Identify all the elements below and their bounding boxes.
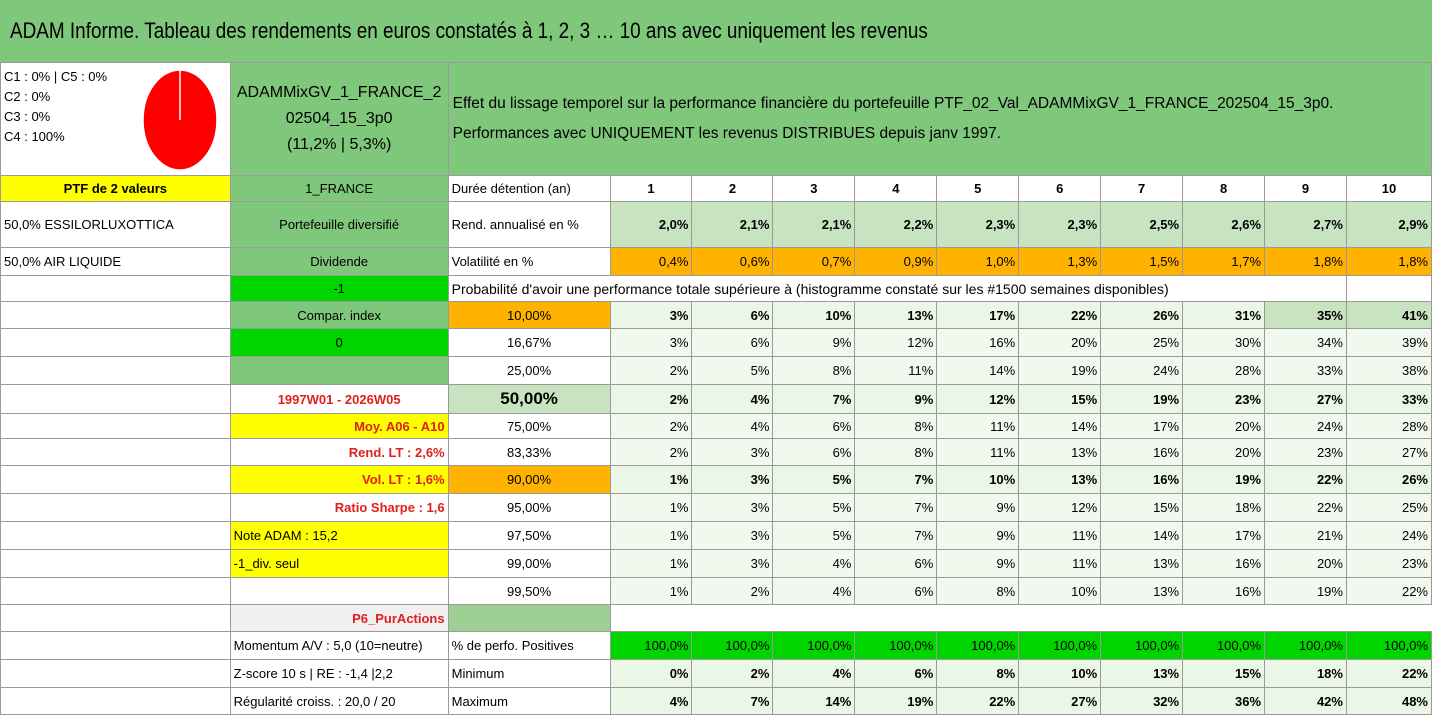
maximum-value: 36% (1183, 688, 1265, 715)
minimum-label: Minimum (448, 660, 610, 688)
allocation-pie-chart (142, 66, 222, 176)
prob-threshold: 83,33% (448, 439, 610, 466)
prob-value: 5% (773, 494, 855, 522)
div-seul-label: -1_div. seul (230, 550, 448, 578)
prob-threshold: 25,00% (448, 357, 610, 385)
ptf-count-label: PTF de 2 valeurs (1, 176, 231, 202)
empty-cell (1, 550, 231, 578)
maximum-value: 19% (855, 688, 937, 715)
maximum-value: 27% (1019, 688, 1101, 715)
regularite-label: Régularité croiss. : 20,0 / 20 (230, 688, 448, 715)
prob-value: 4% (692, 414, 773, 439)
prob-value: 6% (692, 329, 773, 357)
prob-value: 1% (610, 494, 692, 522)
prob-value: 8% (855, 439, 937, 466)
prob-value: 20% (1265, 550, 1347, 578)
prob-value: 6% (855, 578, 937, 605)
rend-value: 2,7% (1265, 202, 1347, 248)
rend-value: 2,0% (610, 202, 692, 248)
prob-value: 28% (1183, 357, 1265, 385)
prob-value: 23% (1183, 385, 1265, 414)
rend-value: 2,5% (1101, 202, 1183, 248)
vol-value: 1,5% (1101, 248, 1183, 276)
maximum-value: 7% (692, 688, 773, 715)
prob-value: 12% (1019, 494, 1101, 522)
empty-cell (1, 385, 231, 414)
year-header-6: 6 (1019, 176, 1101, 202)
vol-value: 1,0% (937, 248, 1019, 276)
empty-cell (1, 276, 231, 302)
empty-cell (1346, 276, 1431, 302)
diversified-label: Portefeuille diversifié (230, 202, 448, 248)
empty-cell (1, 329, 231, 357)
prob-value: 20% (1183, 439, 1265, 466)
prob-value: 8% (773, 357, 855, 385)
empty-cell (1, 414, 231, 439)
minimum-value: 13% (1101, 660, 1183, 688)
duration-header: Durée détention (an) (448, 176, 610, 202)
maximum-value: 42% (1265, 688, 1347, 715)
prob-value: 24% (1265, 414, 1347, 439)
prob-value: 41% (1346, 302, 1431, 329)
prob-value: 17% (937, 302, 1019, 329)
positives-value: 100,0% (1101, 632, 1183, 660)
prob-threshold: 16,67% (448, 329, 610, 357)
maximum-value: 14% (773, 688, 855, 715)
positives-label: % de perfo. Positives (448, 632, 610, 660)
minimum-value: 6% (855, 660, 937, 688)
prob-value: 11% (1019, 550, 1101, 578)
portfolio-name-cell (230, 63, 448, 176)
prob-value: 22% (1019, 302, 1101, 329)
minimum-value: 10% (1019, 660, 1101, 688)
vol-value: 1,8% (1265, 248, 1347, 276)
legend-line-2: C2 : 0% (4, 89, 51, 104)
prob-value: 2% (610, 439, 692, 466)
prob-value: 10% (937, 466, 1019, 494)
prob-value: 3% (692, 494, 773, 522)
description-line-2: Performances avec UNIQUEMENT les revenus DISTRIBUES depuis janv 1997. (452, 125, 1002, 142)
maximum-label: Maximum (448, 688, 610, 715)
prob-value: 22% (1265, 494, 1347, 522)
empty-cell (1, 660, 231, 688)
prob-value: 19% (1019, 357, 1101, 385)
prob-value: 22% (1346, 578, 1431, 605)
prob-value: 13% (855, 302, 937, 329)
prob-threshold: 95,00% (448, 494, 610, 522)
year-header-9: 9 (1265, 176, 1347, 202)
prob-threshold: 75,00% (448, 414, 610, 439)
vol-value: 1,8% (1346, 248, 1431, 276)
prob-value: 1% (610, 522, 692, 550)
prob-value: 3% (610, 302, 692, 329)
prob-value: 20% (1019, 329, 1101, 357)
proba-label: Probabilité d'avoir une performance totale supérieure à (histogramme constaté sur les #1500 semaines disponibles) (448, 276, 1346, 302)
moy-label: Moy. A06 - A10 (230, 414, 448, 439)
prob-value: 27% (1265, 385, 1347, 414)
prob-value: 31% (1183, 302, 1265, 329)
description-line-1: Effet du lissage temporel sur la performance financière du portefeuille PTF_02_Val_ADAMMixGV_1_FRANCE_202504_15_3p0. (452, 95, 1334, 112)
portfolio-name-line-1: ADAMMixGV_1_FRANCE_2 (236, 84, 442, 101)
empty-cell (1, 302, 231, 329)
note-adam-label: Note ADAM : 15,2 (230, 522, 448, 550)
prob-value: 4% (773, 550, 855, 578)
positives-value: 100,0% (937, 632, 1019, 660)
empty-cell (1, 439, 231, 466)
vol-lt-label: Vol. LT : 1,6% (230, 466, 448, 494)
legend-line-3: C3 : 0% (4, 109, 51, 124)
maximum-value: 4% (610, 688, 692, 715)
prob-value: 11% (937, 439, 1019, 466)
prob-value: 5% (692, 357, 773, 385)
prob-value: 39% (1346, 329, 1431, 357)
positives-value: 100,0% (855, 632, 937, 660)
prob-value: 34% (1265, 329, 1347, 357)
prob-value: 13% (1019, 466, 1101, 494)
portfolio-ratios: (11,2% | 5,3%) (286, 136, 392, 153)
vol-value: 0,9% (855, 248, 937, 276)
p6-label: P6_PurActions (230, 605, 448, 632)
prob-value: 11% (855, 357, 937, 385)
prob-threshold: 10,00% (448, 302, 610, 329)
empty-cell (1, 632, 231, 660)
prob-value: 7% (855, 522, 937, 550)
legend-line-1: C1 : 0% | C5 : 0% (4, 69, 108, 84)
empty-cell (1, 578, 231, 605)
legend-line-4: C4 : 100% (4, 129, 65, 144)
prob-value: 1% (610, 578, 692, 605)
prob-value: 1% (610, 466, 692, 494)
rend-value: 2,3% (1019, 202, 1101, 248)
minimum-value: 22% (1346, 660, 1431, 688)
sharpe-label: Ratio Sharpe : 1,6 (230, 494, 448, 522)
prob-value: 16% (1183, 578, 1265, 605)
prob-value: 25% (1101, 329, 1183, 357)
prob-value: 33% (1265, 357, 1347, 385)
year-header-8: 8 (1183, 176, 1265, 202)
vol-label: Volatilité en % (448, 248, 610, 276)
prob-threshold: 90,00% (448, 466, 610, 494)
rend-value: 2,2% (855, 202, 937, 248)
period-label: 1997W01 - 2026W05 (230, 385, 448, 414)
prob-value: 2% (610, 414, 692, 439)
year-header-1: 1 (610, 176, 692, 202)
vol-value: 1,3% (1019, 248, 1101, 276)
year-header-10: 10 (1346, 176, 1431, 202)
prob-value: 9% (937, 522, 1019, 550)
prob-value: 9% (855, 385, 937, 414)
prob-value: 9% (937, 550, 1019, 578)
minimum-value: 2% (692, 660, 773, 688)
prob-value: 16% (1101, 439, 1183, 466)
prob-value: 5% (773, 522, 855, 550)
prob-value: 3% (692, 466, 773, 494)
prob-value: 27% (1346, 439, 1431, 466)
rend-value: 2,1% (692, 202, 773, 248)
empty-green-cell (448, 605, 610, 632)
prob-value: 6% (773, 439, 855, 466)
minimum-value: 8% (937, 660, 1019, 688)
prob-value: 19% (1183, 466, 1265, 494)
positives-value: 100,0% (1346, 632, 1431, 660)
rend-value: 2,6% (1183, 202, 1265, 248)
prob-value: 13% (1101, 578, 1183, 605)
prob-value: 38% (1346, 357, 1431, 385)
prob-value: 26% (1346, 466, 1431, 494)
empty-cell (610, 605, 1431, 632)
prob-value: 14% (1101, 522, 1183, 550)
maximum-value: 22% (937, 688, 1019, 715)
prob-value: 17% (1183, 522, 1265, 550)
empty-cell (1, 688, 231, 715)
prob-value: 7% (855, 466, 937, 494)
year-header-2: 2 (692, 176, 773, 202)
prob-value: 24% (1101, 357, 1183, 385)
description-cell (448, 63, 1431, 176)
prob-value: 16% (1183, 550, 1265, 578)
prob-value: 24% (1346, 522, 1431, 550)
prob-value: 23% (1346, 550, 1431, 578)
report-title: ADAM Informe. Tableau des rendements en euros constatés à 1, 2, 3 … 10 ans avec uniquement les revenus (0, 0, 1432, 62)
rend-lt-label: Rend. LT : 2,6% (230, 439, 448, 466)
holding-2: 50,0% AIR LIQUIDE (1, 248, 231, 276)
empty-cell (1, 605, 231, 632)
prob-value: 19% (1265, 578, 1347, 605)
portfolio-name-line-2: 02504_15_3p0 (285, 110, 393, 127)
prob-value: 12% (855, 329, 937, 357)
prob-value: 25% (1346, 494, 1431, 522)
empty-cell (1, 494, 231, 522)
prob-value: 13% (1019, 439, 1101, 466)
prob-value: 10% (1019, 578, 1101, 605)
positives-value: 100,0% (773, 632, 855, 660)
positives-value: 100,0% (692, 632, 773, 660)
empty-cell (1, 357, 231, 385)
rend-label: Rend. annualisé en % (448, 202, 610, 248)
prob-value: 35% (1265, 302, 1347, 329)
positives-value: 100,0% (1183, 632, 1265, 660)
prob-threshold: 97,50% (448, 522, 610, 550)
prob-value: 7% (855, 494, 937, 522)
prob-value: 11% (1019, 522, 1101, 550)
prob-value: 15% (1101, 494, 1183, 522)
maximum-value: 32% (1101, 688, 1183, 715)
prob-value: 7% (773, 385, 855, 414)
prob-threshold: 99,50% (448, 578, 610, 605)
minimum-value: 18% (1265, 660, 1347, 688)
year-header-5: 5 (937, 176, 1019, 202)
rend-value: 2,1% (773, 202, 855, 248)
prob-value: 16% (1101, 466, 1183, 494)
prob-value: 6% (692, 302, 773, 329)
vol-value: 0,7% (773, 248, 855, 276)
minimum-value: 0% (610, 660, 692, 688)
vol-value: 0,4% (610, 248, 692, 276)
prob-value: 14% (937, 357, 1019, 385)
zscore-label: Z-score 10 s | RE : -1,4 |2,2 (230, 660, 448, 688)
vol-value: 1,7% (1183, 248, 1265, 276)
prob-value: 8% (937, 578, 1019, 605)
year-header-7: 7 (1101, 176, 1183, 202)
prob-value: 3% (692, 550, 773, 578)
prob-value: 8% (855, 414, 937, 439)
prob-value: 12% (937, 385, 1019, 414)
empty-green-cell (230, 357, 448, 385)
prob-value: 17% (1101, 414, 1183, 439)
positives-value: 100,0% (610, 632, 692, 660)
prob-value: 5% (773, 466, 855, 494)
zero-cell: 0 (230, 329, 448, 357)
rend-value: 2,3% (937, 202, 1019, 248)
prob-value: 1% (610, 550, 692, 578)
minimum-value: 15% (1183, 660, 1265, 688)
prob-value: 3% (692, 439, 773, 466)
france-label: 1_FRANCE (230, 176, 448, 202)
prob-value: 15% (1019, 385, 1101, 414)
positives-value: 100,0% (1019, 632, 1101, 660)
prob-value: 30% (1183, 329, 1265, 357)
vol-value: 0,6% (692, 248, 773, 276)
year-header-4: 4 (855, 176, 937, 202)
positives-value: 100,0% (1265, 632, 1347, 660)
prob-value: 28% (1346, 414, 1431, 439)
empty-cell (230, 578, 448, 605)
minus1-cell: -1 (230, 276, 448, 302)
prob-value: 4% (773, 578, 855, 605)
prob-value: 2% (610, 385, 692, 414)
holding-1: 50,0% ESSILORLUXOTTICA (1, 202, 231, 248)
year-header-3: 3 (773, 176, 855, 202)
dividende-label: Dividende (230, 248, 448, 276)
prob-value: 22% (1265, 466, 1347, 494)
prob-value: 3% (610, 329, 692, 357)
prob-value: 16% (937, 329, 1019, 357)
prob-value: 20% (1183, 414, 1265, 439)
prob-value: 9% (937, 494, 1019, 522)
empty-cell (1, 466, 231, 494)
empty-cell (1, 522, 231, 550)
prob-value: 6% (773, 414, 855, 439)
prob-value: 19% (1101, 385, 1183, 414)
prob-value: 2% (610, 357, 692, 385)
prob-value: 9% (773, 329, 855, 357)
rend-value: 2,9% (1346, 202, 1431, 248)
prob-value: 13% (1101, 550, 1183, 578)
compar-index-label: Compar. index (230, 302, 448, 329)
prob-threshold: 50,00% (448, 385, 610, 414)
prob-value: 6% (855, 550, 937, 578)
maximum-value: 48% (1346, 688, 1431, 715)
prob-value: 2% (692, 578, 773, 605)
prob-value: 21% (1265, 522, 1347, 550)
prob-value: 3% (692, 522, 773, 550)
prob-value: 18% (1183, 494, 1265, 522)
momentum-label: Momentum A/V : 5,0 (10=neutre) (230, 632, 448, 660)
prob-value: 10% (773, 302, 855, 329)
prob-value: 11% (937, 414, 1019, 439)
prob-value: 23% (1265, 439, 1347, 466)
prob-value: 26% (1101, 302, 1183, 329)
prob-value: 14% (1019, 414, 1101, 439)
minimum-value: 4% (773, 660, 855, 688)
prob-threshold: 99,00% (448, 550, 610, 578)
prob-value: 4% (692, 385, 773, 414)
prob-value: 33% (1346, 385, 1431, 414)
